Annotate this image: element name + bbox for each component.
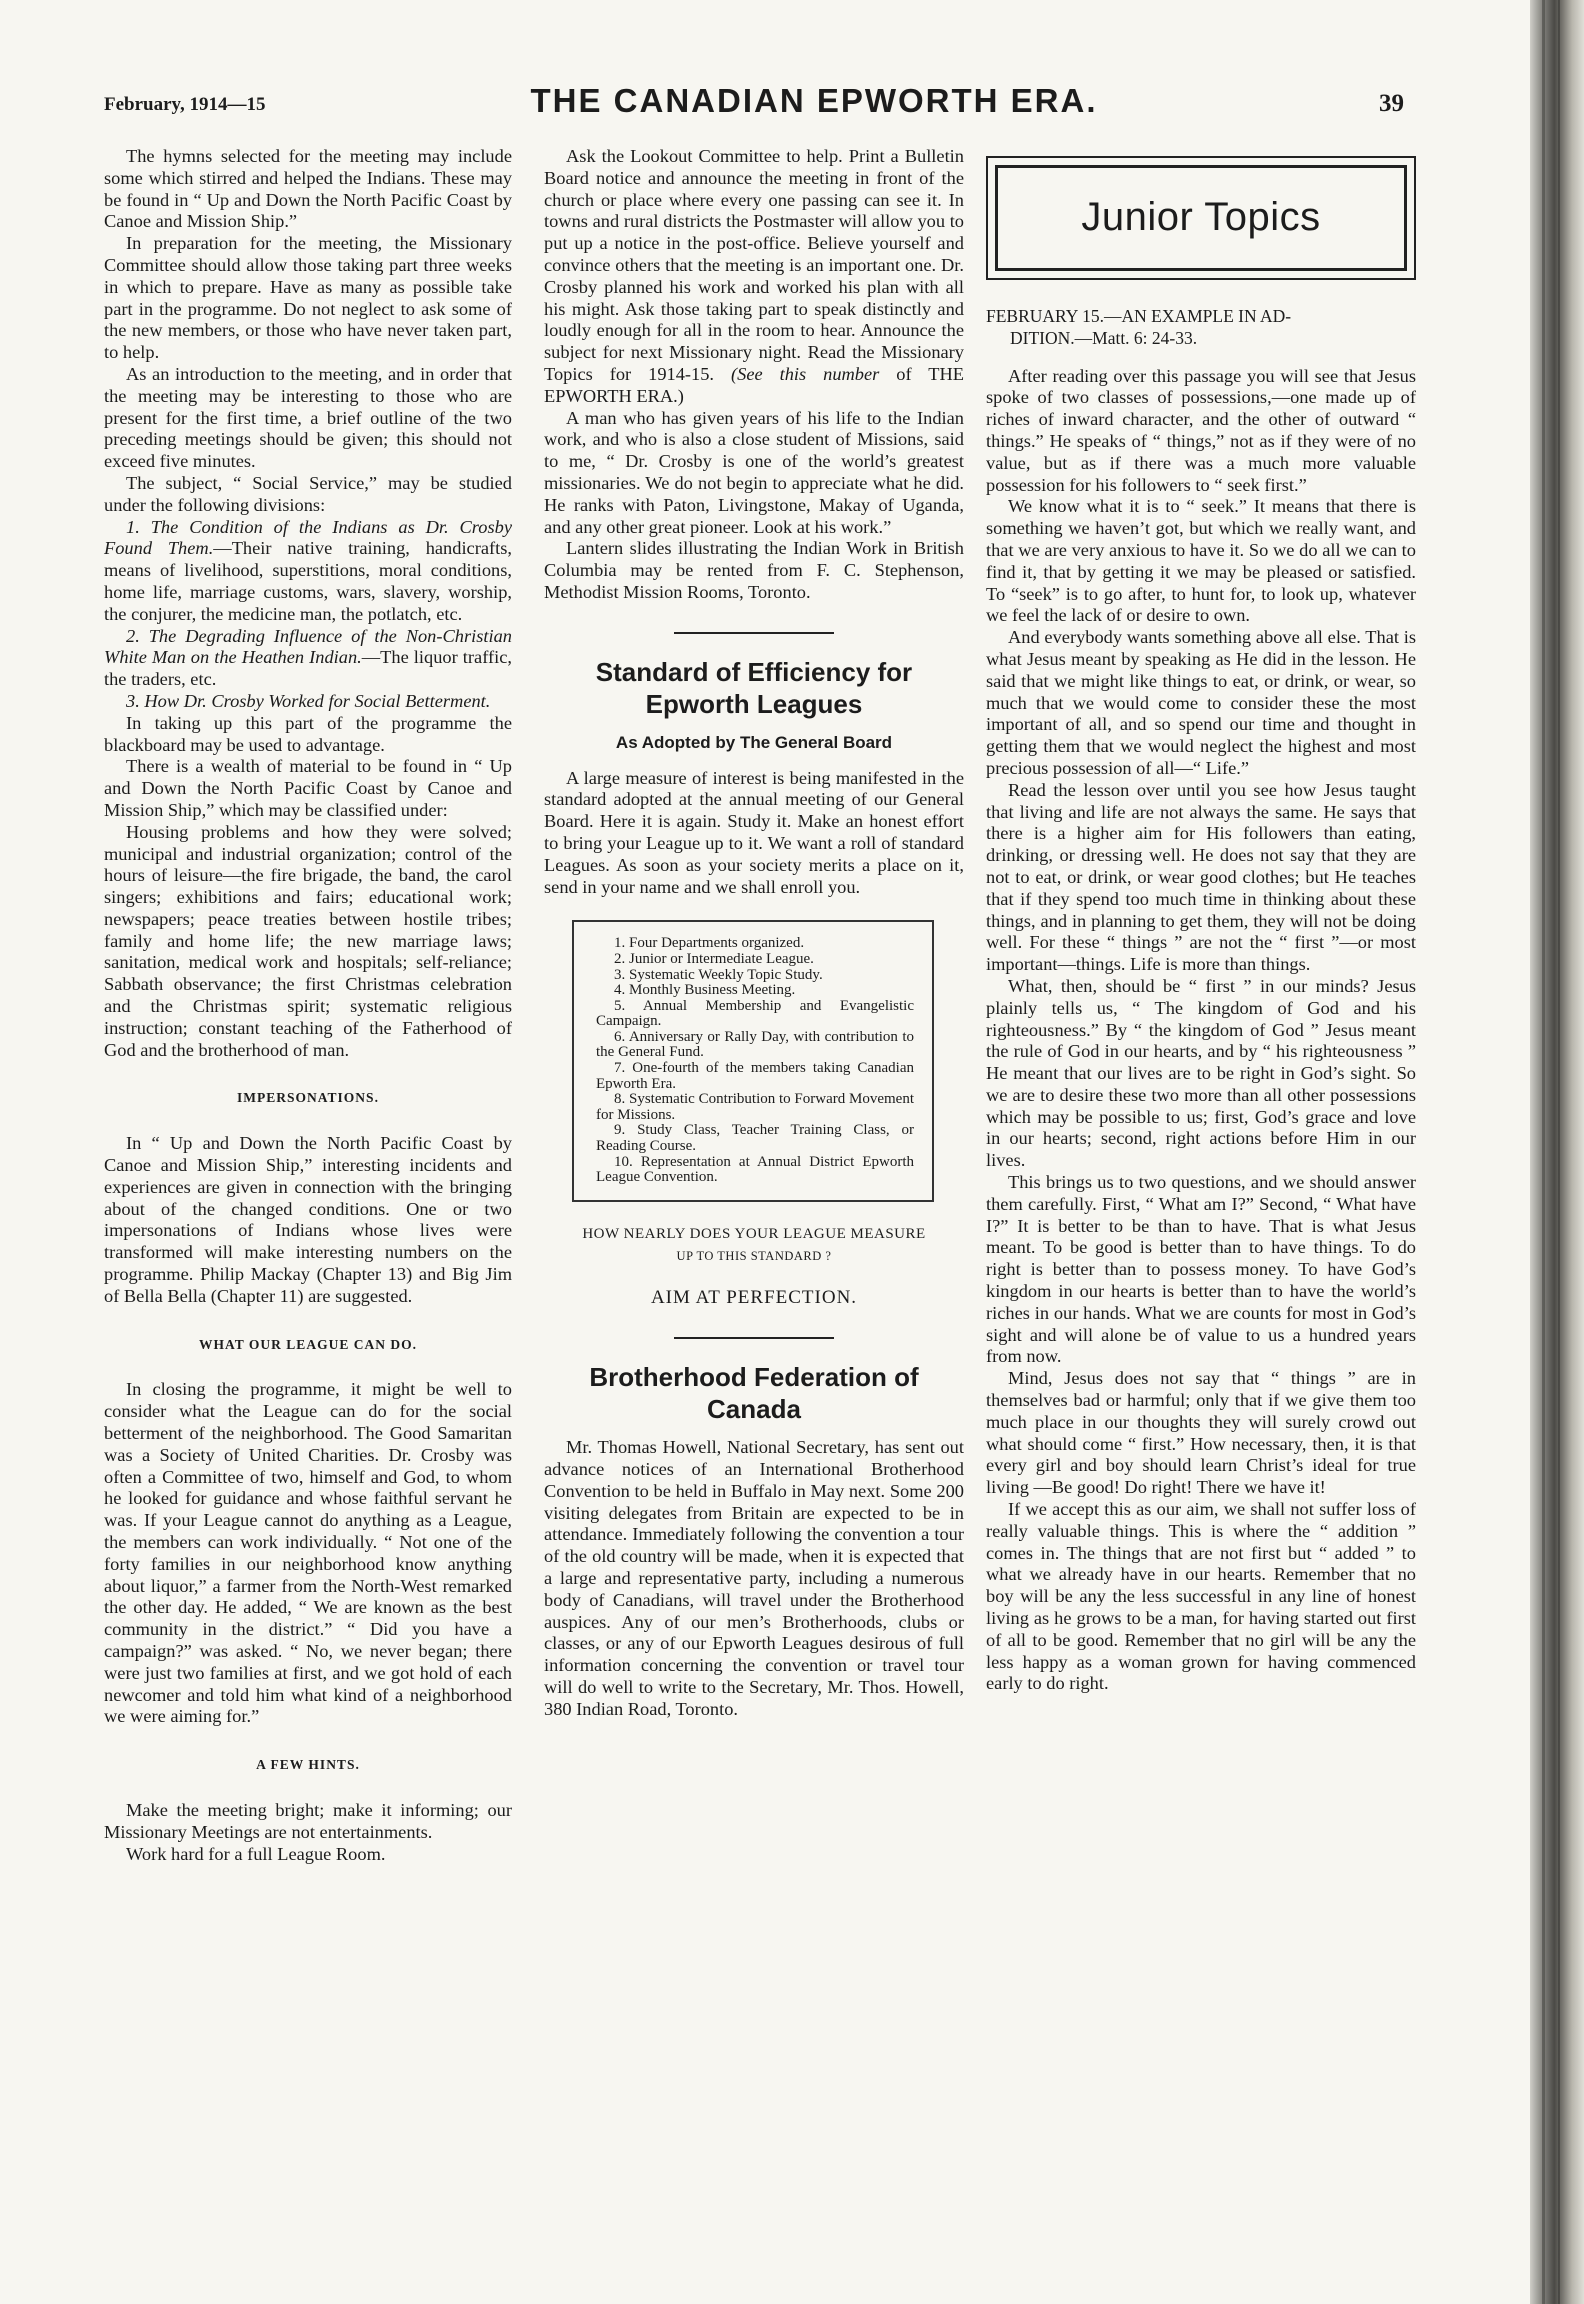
paragraph: Mr. Thomas Howell, National Secretary, has sent out advance notices of an International Brotherhood Convention to be held in Buffalo in May next. Some 200 visiting delegates from Britain are expected to be in attendance. Immediately following the convention a tour of the old country will be made, when it is expected that a large and representative party, including a numerous body of Canadians, will travel under the Brotherhood auspices. Any of our men’s Brotherhoods, clubs or classes, or any of our Epworth Leagues desirous of full information concerning the convention or travel tour will do well to write to the Secretary, Mr. Thos. Howell, 380 Indian Road, Toronto.	[544, 1437, 964, 1719]
junior-topics-box	[986, 156, 1416, 280]
list-item: 10. Representation at Annual District Epworth League Convention.	[596, 1153, 914, 1186]
paragraph	[104, 691, 512, 713]
paragraph: Work hard for a full League Room.	[126, 1843, 386, 1864]
paragraph-text: Ask the Lookout Committee to help. Print a Bulletin Board notice and announce the meeting in front of the church or place where every one passing can see it. In towns and rural districts the Postmaster will allow you to put up a notice in the post-office. Believe yourself and convince others that the meeting is an important one. Dr. Crosby planned his work and worked his plan with all his might. Ask those taking part to speak distinctly and loudly enough for all in the room to hear. Announce the subject for next Missionary night. Read the Missionary Topics for 1914-15.	[544, 146, 964, 384]
list-item: 9. Study Class, Teacher Training Class, or Reading Course.	[596, 1122, 914, 1155]
paragraph: Make the meeting bright; make it informing; our Missionary Meetings are not entertainments.	[104, 1799, 512, 1842]
lesson-heading	[986, 306, 1416, 350]
division-text: —Their native training, handicrafts, means of livelihood, superstitions, moral conditions, home life, marriage customs, wars, slavery, worship, the conjurer, the medicine man, the potlatch, etc.	[104, 538, 512, 624]
paragraph: There is a wealth of material to be found in “ Up and Down the North Pacific Coast by Canoe and Mission Ship,” which may be classified under:	[104, 756, 512, 820]
aim-line: AIM AT PERFECTION.	[650, 1287, 858, 1309]
paragraph	[104, 517, 512, 626]
paragraph: In preparation for the meeting, the Missionary Committee should allow those taking part three weeks in which to prepare. Have as many as possible take part in the programme. Do not neglect to ask some of the new members, or those who have never taken part, to help.	[104, 233, 512, 363]
paragraph	[544, 146, 964, 408]
list-item: 6. Anniversary or Rally Day, with contribution to the General Fund.	[596, 1028, 914, 1061]
paragraph: Housing problems and how they were solved; municipal and industrial organization; control of the hours of leisure—the fire brigade, the band, the carol singers; exhibitions and fairs; educational work; newspapers; peace treaties between hostile tribes; family and home life; the new marriage laws; sanitation, medical work and hospitals; self-reliance; Sabbath observance; the first Christmas celebration and the Christmas spirit; systematic religious instruction; constant teaching of the Fatherhood of God and the brotherhood of man.	[104, 821, 512, 1060]
measure-question	[544, 1224, 964, 1268]
italic-note: (See this number	[731, 363, 880, 384]
paragraph: If we accept this as our aim, we shall not suffer loss of really valuable things. This is where the “ addition ” comes in. The things that are not first but “ added ” to what we already have in our hearts. Remember that no boy will be any the less successful in any line of honest living as he grows to be a man, for having started out first of all to be good. Remember that no girl will be any the less happy as a woman grown for having commenced early to do right.	[986, 1499, 1416, 1694]
book-binding-edge	[1530, 0, 1584, 2304]
list-item: 5. Annual Membership and Evangelistic Campaign.	[596, 997, 914, 1030]
division-title: 2. The Degrading Influence of the Non-Christian White Man on the Heathen Indian.	[104, 625, 512, 668]
division-title: 3. How Dr. Crosby Worked for Social Betterment.	[126, 690, 491, 711]
divider	[674, 1337, 834, 1339]
list-item: 2. Junior or Intermediate League.	[614, 950, 814, 967]
list-item: 7. One-fourth of the members taking Canadian Epworth Era.	[596, 1060, 914, 1092]
column-3	[986, 146, 1416, 1695]
article-subtitle: As Adopted by The General Board	[615, 732, 893, 752]
paragraph: After reading over this passage you will see that Jesus spoke of two classes of possessions,—one made up of riches of inward character, and the other of outward “ things.” He speaks of “ things,” not as if they were of no value, but as if there was a much more valuable possession for his followers to “ seek first.”	[986, 365, 1416, 495]
column-2	[544, 146, 964, 1721]
division-text: —The liquor traffic, the traders, etc.	[104, 647, 512, 690]
paragraph: Lantern slides illustrating the Indian Work in British Columbia may be rented from F. C. Stephenson, Methodist Mission Rooms, Toronto.	[544, 538, 964, 602]
paragraph: What, then, should be “ first ” in our minds? Jesus plainly tells us, “ The kingdom of God and his righteousness.” By “ the kingdom of God ” Jesus meant the rule of God in our hearts, and by “ his righteousness ” He meant that our lives are to be right in God’s sight. So we are to desire these two more than all other possessions which may be possible to us; first, God’s grace and love in our hearts; second, right actions before Him in our lives.	[986, 975, 1416, 1171]
paragraph: We know what it is to “ seek.” It means that there is something we haven’t got, but which we really want, and that we are very anxious to have it. So we do all we can to find it, that by getting it we may be pleased or satisfied. To “seek” is to go after, to hunt for, to look up, whatever we feel the lack of or desire to own.	[986, 496, 1416, 626]
paragraph: In “ Up and Down the North Pacific Coast by Canoe and Mission Ship,” interesting incidents and experiences are given in connection with the bringing about of the changed conditions. One or two impersonations of Indians whose lives were transformed will make interesting numbers on the programme. Philip Mackay (Chapter 13) and Big Jim of Bella Bella (Chapter 11) are suggested.	[104, 1133, 512, 1306]
paragraph: As an introduction to the meeting, and in order that the meeting may be interesting to those who are present for the first time, a brief outline of the two preceding meetings should be given; this should not exceed five minutes.	[104, 363, 512, 472]
paragraph: A large measure of interest is being manifested in the standard adopted at the annual meeting of our General Board. Here it is again. Study it. Make an honest effort to bring your League up to it. We want a roll of standard Leagues. As soon as your society merits a place on it, send in your name and we shall enroll you.	[544, 767, 964, 897]
paragraph: Mind, Jesus does not say that “ things ” are in themselves bad or harmful; only that if we give them too much place in our thoughts they will surely crowd out what should come “ first.” How necessary, then, it is that every girl and boy should learn Christ’s ideal for true living —Be good! Do right! There we have it!	[986, 1368, 1416, 1498]
lesson-heading-line: DITION.—Matt. 6: 24-33.	[1010, 327, 1198, 348]
running-head	[104, 82, 1404, 122]
lesson-heading-line: FEBRUARY 15.—AN EXAMPLE IN AD-	[986, 306, 1292, 326]
page-number: 39	[1379, 90, 1404, 117]
paragraph-text: of THE EPWORTH ERA.)	[544, 363, 964, 406]
paragraph: The subject, “ Social Service,” may be studied under the following divisions:	[104, 472, 512, 515]
standards-box	[572, 920, 934, 1202]
paragraph	[104, 626, 512, 691]
section-heading: IMPERSONATIONS.	[237, 1090, 379, 1106]
magazine-title: THE CANADIAN EPWORTH ERA.	[530, 82, 1098, 119]
list-item: 3. Systematic Weekly Topic Study.	[614, 966, 823, 983]
junior-topics-title: Junior Topics	[1081, 195, 1321, 240]
measure-line: UP TO THIS STANDARD ?	[676, 1248, 832, 1263]
paragraph: In closing the programme, it might be well to consider what the League can do for the social betterment of the neighborhood. The Good Samaritan was a Society of United Charities. Dr. Crosby was often a Committee of two, himself and God, to whom he looked for guidance and whose faithful servant he was. If your League cannot do anything as a League, the members can work individually. “ Not one of the forty families in our neighborhood know anything about liquor,” a farmer from the North-West remarked the other day. He added, “ We are known as the best community in the district.” “ Did you have a campaign?” was asked. “ No, we never began; there were just two families at first, and we got hold of each newcomer and told him what kind of a neighborhood we were aiming for.”	[104, 1379, 512, 1727]
paragraph: This brings us to two questions, and we should answer them carefully. First, “ What am I?” Second, “ What have I?” It is better to be than to have. That is what Jesus meant. To be good is better than to have things. To do right is better than to possess money. To have God’s kingdom in our hearts is better than to have the world’s riches in our hands. What we are counts for most in God’s sight and will alone be of value to us a hundred years from now.	[986, 1172, 1416, 1367]
divider	[674, 632, 834, 634]
section-heading: A FEW HINTS.	[256, 1757, 360, 1773]
issue-date: February, 1914—15	[104, 94, 266, 115]
division-title: 1. The Condition of the Indians as Dr. Crosby Found Them.	[104, 516, 512, 559]
paragraph: Read the lesson over until you see how Jesus taught that living and life are not always the same. He says that there is a higher aim for His followers than eating, drinking, or dressing well. He does not say that they are not to eat, or drink, or wear good clothes; but He teaches that if they spend too much time in thinking about these things, and in planning to get them, they will not be doing well. For these “ things ” are not the “ first ”—or most important—things. Life is more than things.	[986, 779, 1416, 975]
article-title: Standard of Efficiency for Epworth Leagues	[595, 656, 913, 719]
standards-list	[596, 936, 914, 1186]
paragraph: The hymns selected for the meeting may include some which stirred and helped the Indians. These may be found in “ Up and Down the North Pacific Coast by Canoe and Mission Ship.”	[104, 146, 512, 232]
list-item: 1. Four Departments organized.	[614, 935, 805, 952]
paragraph: A man who has given years of his life to the Indian work, and who is also a close student of Missions, said to me, “ Dr. Crosby is one of the world’s greatest missionaries. We do not begin to appreciate what he did. He ranks with Paton, Livingstone, Makay of Uganda, and any other great pioneer. Look at his work.”	[544, 407, 964, 537]
list-item: 8. Systematic Contribution to Forward Movement for Missions.	[596, 1091, 914, 1123]
paragraph: In taking up this part of the programme the blackboard may be used to advantage.	[104, 712, 512, 755]
measure-line: HOW NEARLY DOES YOUR LEAGUE MEASURE	[582, 1225, 926, 1242]
section-heading: WHAT OUR LEAGUE CAN DO.	[199, 1336, 417, 1352]
column-1	[104, 146, 512, 1865]
junior-topics-inner-frame	[995, 165, 1407, 271]
article-title: Brotherhood Federation of Canada	[589, 1362, 919, 1425]
paragraph: And everybody wants something above all else. That is what Jesus meant by speaking as He did in the lesson. He said that we might like things to eat, or drink, or wear, so much that we would come to consider these the most important of all, and so spend our time and thought in getting them that we would neglect the highest and most precious possession of all—“ Life.”	[986, 627, 1416, 778]
list-item: 4. Monthly Business Meeting.	[614, 982, 796, 999]
